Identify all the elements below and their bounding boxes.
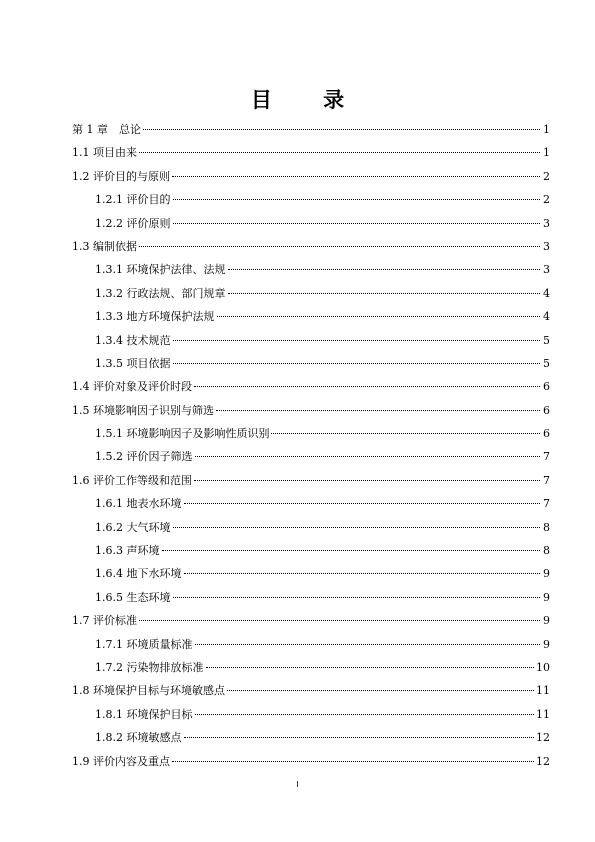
toc-entry-label: 1.2.1 评价目的 xyxy=(95,193,171,207)
toc-entry-label: 1.3.2 行政法规、部门规章 xyxy=(95,286,226,300)
toc-dot-leader xyxy=(195,714,535,715)
toc-entry-page: 11 xyxy=(536,684,550,698)
toc-entry-page: 9 xyxy=(543,590,550,604)
toc-entry[interactable] xyxy=(72,235,550,258)
toc-entry-label: 1.3.1 环境保护法律、法规 xyxy=(95,263,226,277)
toc-entry-label: 1.6.4 地下水环境 xyxy=(95,567,182,581)
toc-dot-leader xyxy=(217,316,541,317)
toc-entry-page: 2 xyxy=(543,169,550,183)
toc-entry-label: 1.1 项目由来 xyxy=(72,146,137,160)
toc-entry[interactable] xyxy=(72,562,550,585)
toc-dot-leader xyxy=(172,176,540,177)
toc-entry-page: 6 xyxy=(543,403,550,417)
toc-entry-label: 1.8 环境保护目标与环境敏感点 xyxy=(72,684,225,698)
table-of-contents xyxy=(72,118,550,773)
toc-dot-leader xyxy=(173,363,541,364)
toc-entry-page: 2 xyxy=(543,193,550,207)
toc-entry-page: 10 xyxy=(536,660,550,674)
toc-entry-label: 1.6.3 声环境 xyxy=(95,544,160,558)
toc-dot-leader xyxy=(194,480,540,481)
toc-entry-page: 1 xyxy=(543,123,550,136)
toc-entry-page: 3 xyxy=(543,239,550,253)
toc-entry-page: 11 xyxy=(536,707,550,721)
toc-entry-label: 1.3.5 项目依据 xyxy=(95,356,171,370)
toc-entry[interactable] xyxy=(72,492,550,515)
toc-dot-leader xyxy=(228,293,541,294)
toc-entry-label: 1.7.2 污染物排放标准 xyxy=(95,660,204,674)
toc-dot-leader xyxy=(139,152,540,153)
toc-dot-leader xyxy=(195,644,541,645)
toc-entry-label: 1.3.3 地方环境保护法规 xyxy=(95,310,215,324)
toc-entry-label: 1.6 评价工作等级和范围 xyxy=(72,473,192,487)
toc-entry-page: 9 xyxy=(543,567,550,581)
toc-entry-page: 6 xyxy=(543,380,550,394)
toc-entry-label: 第 1 章 总论 xyxy=(72,123,141,136)
toc-entry[interactable] xyxy=(72,141,550,164)
page-number: I xyxy=(296,780,299,789)
toc-entry-page: 3 xyxy=(543,263,550,277)
toc-entry[interactable] xyxy=(72,422,550,445)
toc-entry-label: 1.6.1 地表水环境 xyxy=(95,497,182,511)
toc-entry-label: 1.3 编制依据 xyxy=(72,239,137,253)
toc-entry-label: 1.8.2 环境敏感点 xyxy=(95,731,182,745)
toc-dot-leader xyxy=(172,761,534,762)
toc-dot-leader xyxy=(206,667,535,668)
toc-entry-page: 7 xyxy=(543,497,550,511)
toc-entry-label: 1.6.5 生态环境 xyxy=(95,590,171,604)
toc-entry-page: 9 xyxy=(543,637,550,651)
toc-dot-leader xyxy=(184,737,535,738)
toc-entry-page: 5 xyxy=(543,356,550,370)
toc-entry-page: 1 xyxy=(543,146,550,160)
toc-entry-label: 1.6.2 大气环境 xyxy=(95,520,171,534)
toc-entry[interactable] xyxy=(72,516,550,539)
toc-dot-leader xyxy=(184,503,541,504)
toc-entry[interactable] xyxy=(72,212,550,235)
toc-entry[interactable] xyxy=(72,352,550,375)
toc-entry-page: 8 xyxy=(543,544,550,558)
toc-entry-label: 1.5 环境影响因子识别与筛选 xyxy=(72,403,214,417)
toc-dot-leader xyxy=(162,550,541,551)
toc-dot-leader xyxy=(139,620,540,621)
toc-entry-label: 1.7 评价标准 xyxy=(72,614,137,628)
toc-entry-page: 5 xyxy=(543,333,550,347)
toc-dot-leader xyxy=(173,199,541,200)
toc-entry[interactable] xyxy=(72,703,550,726)
toc-dot-leader xyxy=(227,690,534,691)
toc-entry-page: 12 xyxy=(536,754,550,768)
toc-dot-leader xyxy=(143,129,540,130)
toc-entry-label: 1.5.2 评价因子筛选 xyxy=(95,450,193,464)
toc-entry-label: 1.4 评价对象及评价时段 xyxy=(72,380,192,394)
toc-entry[interactable] xyxy=(72,633,550,656)
toc-dot-leader xyxy=(173,597,541,598)
toc-entry-page: 7 xyxy=(543,473,550,487)
toc-entry[interactable] xyxy=(72,258,550,281)
toc-entry[interactable] xyxy=(72,726,550,749)
toc-entry[interactable] xyxy=(72,586,550,609)
toc-dot-leader xyxy=(228,269,541,270)
toc-entry[interactable] xyxy=(72,375,550,398)
toc-entry[interactable] xyxy=(72,656,550,679)
toc-entry-page: 12 xyxy=(536,731,550,745)
toc-entry[interactable] xyxy=(72,445,550,468)
toc-entry-page: 3 xyxy=(543,216,550,230)
toc-dot-leader xyxy=(195,456,541,457)
toc-dot-leader xyxy=(194,386,540,387)
toc-entry-label: 1.8.1 环境保护目标 xyxy=(95,707,193,721)
toc-entry-label: 1.5.1 环境影响因子及影响性质识别 xyxy=(95,427,270,441)
toc-entry-page: 7 xyxy=(543,450,550,464)
toc-entry-label: 1.7.1 环境质量标准 xyxy=(95,637,193,651)
toc-entry[interactable] xyxy=(72,679,550,702)
toc-entry-label: 1.2.2 评价原则 xyxy=(95,216,171,230)
toc-entry[interactable] xyxy=(72,539,550,562)
toc-entry[interactable] xyxy=(72,399,550,422)
toc-entry-page: 4 xyxy=(543,286,550,300)
toc-entry[interactable] xyxy=(72,469,550,492)
toc-entry[interactable] xyxy=(72,165,550,188)
toc-entry-label: 1.9 评价内容及重点 xyxy=(72,754,170,768)
toc-entry[interactable] xyxy=(72,118,550,141)
toc-dot-leader xyxy=(184,573,541,574)
page-title: 目 录 xyxy=(250,88,367,112)
toc-dot-leader xyxy=(216,410,540,411)
toc-entry[interactable] xyxy=(72,305,550,328)
toc-entry-page: 6 xyxy=(543,427,550,441)
toc-entry[interactable] xyxy=(72,750,550,773)
toc-entry-label: 1.2 评价目的与原则 xyxy=(72,169,170,183)
toc-dot-leader xyxy=(139,246,540,247)
toc-dot-leader xyxy=(173,340,541,341)
toc-dot-leader xyxy=(271,433,540,434)
toc-entry[interactable] xyxy=(72,609,550,632)
toc-entry-label: 1.3.4 技术规范 xyxy=(95,333,171,347)
toc-dot-leader xyxy=(173,223,541,224)
toc-entry[interactable] xyxy=(72,329,550,352)
toc-entry-page: 4 xyxy=(543,310,550,324)
toc-dot-leader xyxy=(173,527,541,528)
toc-entry-page: 9 xyxy=(543,614,550,628)
toc-entry[interactable] xyxy=(72,282,550,305)
toc-entry[interactable] xyxy=(72,188,550,211)
toc-entry-page: 8 xyxy=(543,520,550,534)
